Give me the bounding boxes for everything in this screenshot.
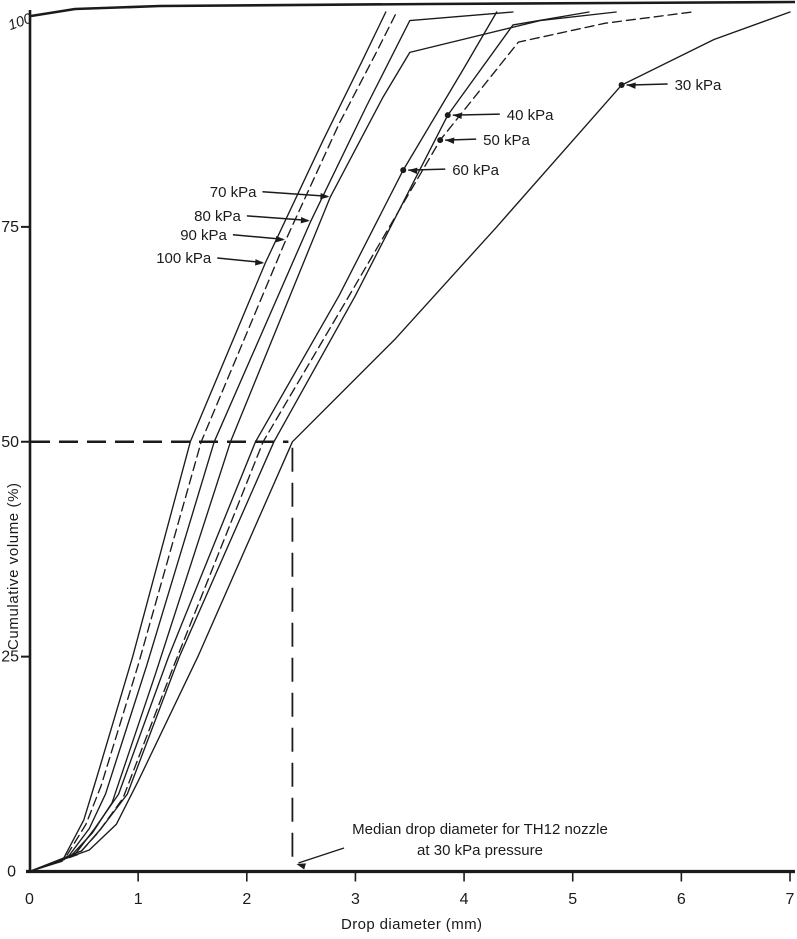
- y-tick-label: 25: [1, 648, 19, 666]
- curve-label-30-kpa: 30 kPa: [674, 77, 722, 95]
- x-tick-label: 3: [350, 891, 360, 908]
- curve-label-100-kpa: 100 kPa: [156, 249, 212, 267]
- y-tick-label: 50: [1, 433, 19, 451]
- median-annotation-line1: Median drop diameter for TH12 nozzle: [352, 821, 608, 838]
- label-arrow-head-70-kpa: [320, 193, 329, 199]
- label-arrow-head-100-kpa: [255, 259, 264, 265]
- label-arrow-70-kpa: [262, 192, 327, 197]
- x-tick-label: 7: [785, 891, 795, 908]
- y-tick-label: 0: [7, 863, 16, 881]
- curve-label-70-kpa: 70 kPa: [209, 183, 257, 201]
- y-axis-title: Cumulative volume (%): [5, 482, 22, 650]
- curve-label-80-kpa: 80 kPa: [194, 207, 241, 225]
- top-boundary-line: [31, 2, 795, 16]
- label-arrow-head-80-kpa: [301, 217, 310, 223]
- x-tick-label: 1: [133, 891, 143, 908]
- label-arrow-90-kpa: [233, 235, 283, 240]
- median-annotation-line2: at 30 kPa pressure: [417, 842, 543, 860]
- x-axis-title: Drop diameter (mm): [341, 916, 483, 933]
- x-tick-label: 0: [25, 891, 34, 908]
- label-arrow-80-kpa: [247, 216, 308, 221]
- label-dot-60-kpa: [400, 167, 406, 173]
- y-tick-label-100: 100: [6, 10, 35, 35]
- x-tick-label: 4: [459, 891, 469, 908]
- x-tick-label: 5: [568, 891, 578, 908]
- curve-label-90-kpa: 90 kPa: [180, 226, 227, 244]
- curve-label-60-kpa: 60 kPa: [452, 162, 499, 180]
- median-annotation: [322, 819, 638, 862]
- label-dot-30-kpa: [619, 82, 625, 88]
- label-dot-50-kpa: [437, 137, 443, 143]
- label-dot-40-kpa: [445, 112, 451, 118]
- curve-label-40-kpa: 40 kPa: [506, 107, 554, 125]
- x-tick-label: 2: [242, 891, 252, 908]
- curve-label-50-kpa: 50 kPa: [483, 132, 530, 150]
- y-tick-label: 75: [1, 218, 19, 236]
- median-arrow-head: [296, 863, 306, 869]
- label-arrow-head-90-kpa: [276, 236, 285, 242]
- x-tick-label: 6: [676, 891, 686, 908]
